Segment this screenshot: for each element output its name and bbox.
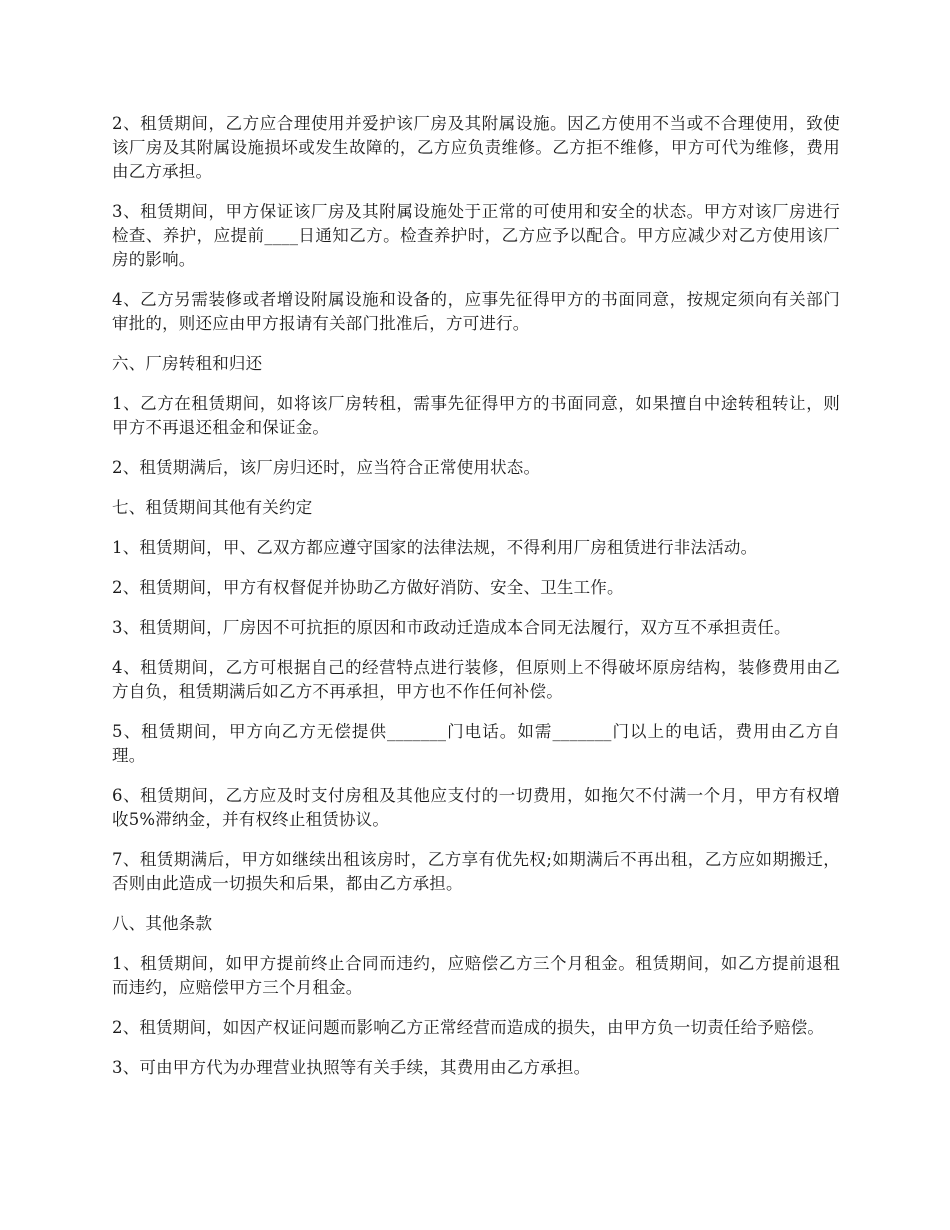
clause-6-2: 2、租赁期满后，该厂房归还时，应当符合正常使用状态。 (112, 458, 541, 477)
section-heading-8: 八、其他条款 (112, 914, 213, 933)
clause-7-3: 3、租赁期间，厂房因不可抗拒的原因和市政动迁造成本合同无法履行，双方互不承担责任。 (112, 618, 791, 637)
section-heading-6: 六、厂房转租和归还 (112, 354, 263, 373)
clause-7-7: 7、租赁期满后，甲方如继续出租该房时，乙方享有优先权;如期满后不再出租，乙方应如期搬迁，否则由此造成一切损失和后果，都由乙方承担。 (112, 850, 840, 893)
clause-7-1: 1、租赁期间，甲、乙双方都应遵守国家的法律法规，不得利用厂房租赁进行非法活动。 (112, 538, 758, 557)
document-body (112, 112, 840, 1096)
clause-7-2: 2、租赁期间，甲方有权督促并协助乙方做好消防、安全、卫生工作。 (112, 578, 624, 597)
section-heading-7: 七、租赁期间其他有关约定 (112, 498, 313, 517)
clause-5-2: 2、租赁期间，乙方应合理使用并爱护该厂房及其附属设施。因乙方使用不当或不合理使用，致使该厂房及其附属设施损坏或发生故障的，乙方应负责维修。乙方拒不维修，甲方可代为维修，费用由乙方承担。 (112, 114, 840, 181)
clause-8-2: 2、租赁期间，如因产权证问题而影响乙方正常经营而造成的损失，由甲方负一切责任给予赔偿。 (112, 1018, 825, 1037)
clause-7-5: 5、租赁期间，甲方向乙方无偿提供_______门电话。如需_______门以上的电话，费用由乙方自理。 (112, 722, 840, 765)
clause-7-6: 6、租赁期间，乙方应及时支付房租及其他应支付的一切费用，如拖欠不付满一个月，甲方有权增收5%滞纳金，并有权终止租赁协议。 (112, 786, 840, 829)
clause-5-4: 4、乙方另需装修或者增设附属设施和设备的，应事先征得甲方的书面同意，按规定须向有关部门审批的，则还应由甲方报请有关部门批准后，方可进行。 (112, 290, 840, 333)
clause-8-1: 1、租赁期间，如甲方提前终止合同而违约，应赔偿乙方三个月租金。租赁期间，如乙方提前退租而违约，应赔偿甲方三个月租金。 (112, 954, 840, 997)
clause-5-3: 3、租赁期间，甲方保证该厂房及其附属设施处于正常的可使用和安全的状态。甲方对该厂房进行检查、养护，应提前____日通知乙方。检查养护时，乙方应予以配合。甲方应减少对乙方使用该厂房的影响。 (112, 202, 840, 269)
clause-7-4: 4、租赁期间，乙方可根据自己的经营特点进行装修，但原则上不得破坏原房结构，装修费用由乙方自负，租赁期满后如乙方不再承担，甲方也不作任何补偿。 (112, 658, 840, 701)
clause-8-3: 3、可由甲方代为办理营业执照等有关手续，其费用由乙方承担。 (112, 1058, 591, 1077)
clause-6-1: 1、乙方在租赁期间，如将该厂房转租，需事先征得甲方的书面同意，如果擅自中途转租转让，则甲方不再退还租金和保证金。 (112, 394, 840, 437)
